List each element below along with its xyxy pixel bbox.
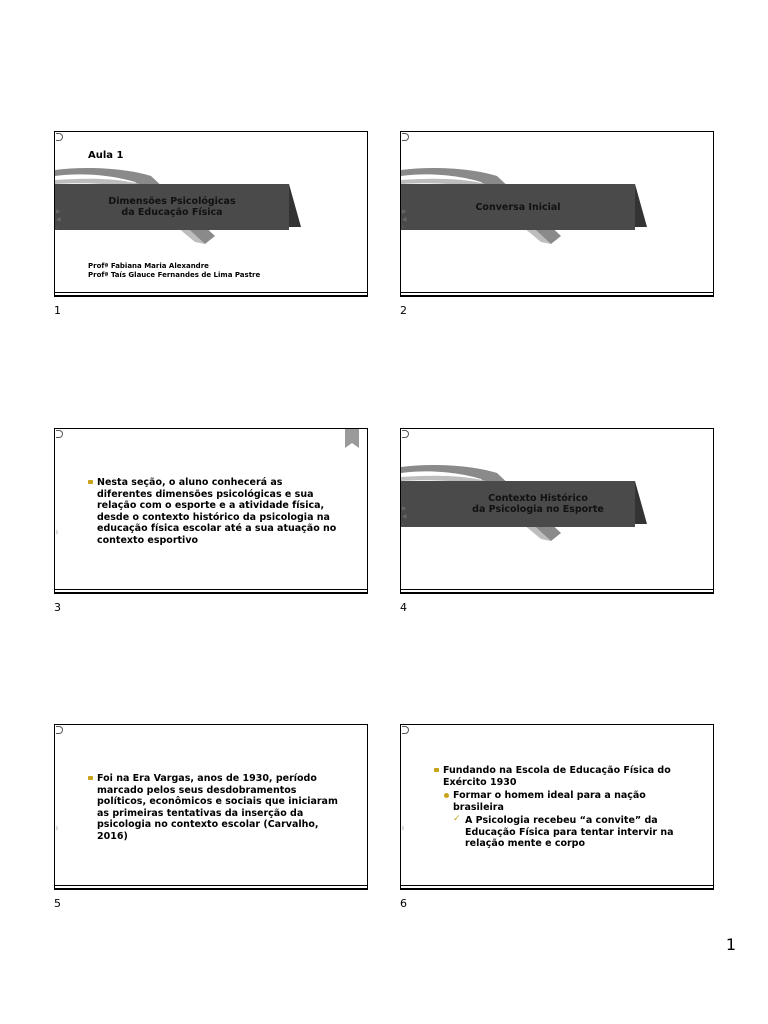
slide-number: 2 <box>400 304 407 317</box>
check-bullet-item: ✓ A Psicologia recebeu “a convite” da Educação Física para tentar intervir na relação mente e corpo <box>434 815 686 850</box>
bullet-list <box>434 765 686 850</box>
divider <box>55 292 367 293</box>
divider <box>55 592 367 593</box>
side-marks: ⁞ <box>56 529 58 536</box>
slide-1 <box>54 131 368 297</box>
divider <box>401 885 713 886</box>
divider <box>401 592 713 593</box>
divider <box>55 885 367 886</box>
bullet-item: Nesta seção, o aluno conhecerá as diferentes dimensões psicológicas e sua relação com o esporte e a atividade física, desde o contexto histórico da psicologia na educação física escolar até a sua atuação no contexto esportivo <box>88 477 338 546</box>
divider <box>401 295 713 296</box>
page-number: 1 <box>725 935 736 954</box>
slide-number: 3 <box>54 601 61 614</box>
slide-number: 4 <box>400 601 407 614</box>
divider <box>401 292 713 293</box>
slide-3 <box>54 428 368 594</box>
divider <box>55 589 367 590</box>
slide-title: Dimensões Psicológicas da Educação Física <box>108 196 236 218</box>
divider <box>55 888 367 889</box>
slide-2 <box>400 131 714 297</box>
side-marks: ▶ ◀ ⁞ <box>402 208 407 231</box>
slide-6 <box>400 724 714 890</box>
bookmark-icon <box>345 428 359 448</box>
slide-number: 5 <box>54 897 61 910</box>
corner-icon <box>56 430 63 438</box>
bullet-item: Foi na Era Vargas, anos de 1930, período marcado pelos seus desdobramentos políticos, econômicos e sociais que iniciaram as primeiras tentativas da inserção da psicologia no contexto escolar (Carvalho, 2016) <box>88 773 338 842</box>
side-marks: ⁞ <box>56 825 58 832</box>
author-2: Profª Taís Glauce Fernandes de Lima Pastre <box>88 271 261 279</box>
sub-bullet-item: Formar o homem ideal para a nação brasileira <box>434 790 686 813</box>
slide-4 <box>400 428 714 594</box>
slide-number: 1 <box>54 304 61 317</box>
author-1: Profª Fabiana Maria Alexandre <box>88 262 209 270</box>
slide-number: 6 <box>400 897 407 910</box>
corner-icon <box>402 726 409 734</box>
bullet-list <box>88 477 338 546</box>
slide-title: Contexto Histórico da Psicologia no Esporte <box>472 493 604 515</box>
slide-5 <box>54 724 368 890</box>
divider <box>401 888 713 889</box>
corner-icon <box>56 726 63 734</box>
side-marks: ⁞ <box>402 825 404 832</box>
slide-title: Conversa Inicial <box>475 201 561 213</box>
divider <box>55 295 367 296</box>
divider <box>401 589 713 590</box>
authors <box>88 262 260 280</box>
bullet-item: Fundando na Escola de Educação Física do Exército 1930 <box>434 765 686 788</box>
bullet-list <box>88 773 338 842</box>
side-marks: ▶ ◀ ⁞ <box>402 505 407 528</box>
side-marks: ▶ ◀ ⁞ <box>56 208 61 231</box>
lesson-label: Aula 1 <box>88 150 124 161</box>
